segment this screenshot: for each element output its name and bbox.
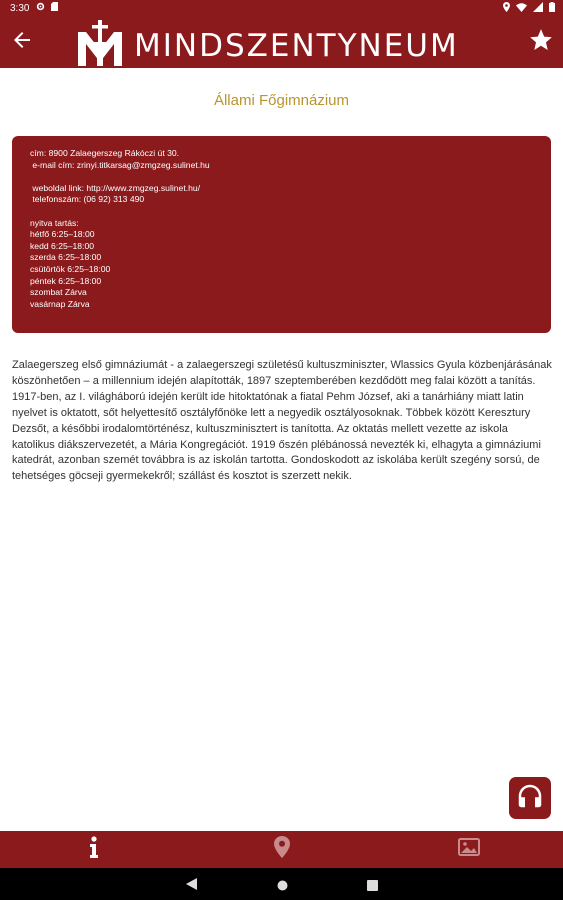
image-icon	[458, 838, 480, 861]
opening-hours-label: nyitva tartás:	[30, 217, 79, 228]
system-recents-button[interactable]	[367, 878, 378, 896]
mindszentyneum-logo	[76, 20, 124, 66]
signal-icon	[533, 2, 543, 15]
system-navigation-bar	[0, 868, 563, 900]
phone-text[interactable]: telefonszám: (06 92) 313 490	[30, 194, 145, 205]
website-text[interactable]: weboldal link: http://www.zmgzeg.sulinet.hu/	[30, 182, 201, 193]
audio-guide-button[interactable]	[509, 777, 551, 819]
battery-icon	[549, 2, 555, 15]
address-text: cím: 8900 Zalaegerszeg Rákóczi út 30.	[30, 148, 180, 158]
hours-wednesday: szerda 6:25–18:00	[30, 252, 102, 263]
hours-friday: péntek 6:25–18:00	[30, 275, 102, 286]
status-icons-left	[36, 2, 58, 14]
location-icon	[503, 2, 510, 15]
system-home-button[interactable]	[277, 878, 288, 896]
hours-saturday: szombat Zárva	[30, 287, 87, 298]
info-card	[12, 136, 551, 333]
bottom-navigation	[0, 831, 563, 868]
arrow-back-icon	[10, 28, 34, 57]
wifi-icon	[516, 3, 527, 15]
hours-thursday: csütörtök 6:25–18:00	[30, 263, 111, 274]
back-button[interactable]	[6, 26, 38, 58]
email-text[interactable]: e-mail cím: zrinyi.titkarsag@zmgzeg.sulinet.hu	[30, 159, 210, 170]
status-time: 3:30	[10, 3, 30, 14]
headphones-icon	[515, 781, 545, 816]
favorite-button[interactable]	[525, 26, 557, 58]
nav-gallery-tab[interactable]	[375, 831, 563, 868]
hours-monday: hétfő 6:25–18:00	[30, 229, 95, 240]
nav-info-tab[interactable]	[0, 831, 188, 868]
nav-map-tab[interactable]	[188, 831, 376, 868]
app-bar	[0, 18, 563, 68]
hours-tuesday: kedd 6:25–18:00	[30, 240, 95, 251]
status-icons-right	[503, 2, 555, 15]
app-brand-title: MINDSZENTYNEUM	[134, 28, 459, 64]
map-pin-icon	[274, 836, 290, 863]
gear-icon	[36, 2, 45, 14]
hours-sunday: vasárnap Zárva	[30, 298, 90, 309]
status-bar	[0, 0, 563, 18]
info-icon	[89, 836, 99, 863]
star-icon	[528, 27, 554, 58]
sd-card-icon	[51, 2, 58, 14]
page-title: Állami Főgimnázium	[213, 92, 350, 109]
system-back-button[interactable]	[186, 877, 197, 895]
description-text: Zalaegerszeg első gimnáziumát - a zalaegerszegi születésű kultuszminiszter, Wlassics Gyula közbenjárásának köszönhetően – a millennium idején alapították, 1897 szeptemberében kezdődött meg falai között a tanítás. 1917-ben, az I. világháború idején került ide hitoktatónak a fiatal Pehm József, aki a tanárhiány miatt latin nyelvet is oktatott, sőt helyettesítő osztályfőnöke lett a negyedik osztályosoknak. Többek között Keresztury Dezsőt, a későbbi irodalomtörténész, kultuszminisztert is tanította. Az oktatás mellett vezette az iskola katolikus diákszervezetét, a Mária Kongregációt. 1919 őszén plébánossá nevezték ki, elhagyta a gimnáziumi katedrát, azonban szemét továbbra is az iskolán tartotta. Gondoskodott az iskolába került szegény sorsú, de tehetséges göcseji gyermekekről; szállást és kosztot is szerzett nekik.	[12, 359, 552, 483]
